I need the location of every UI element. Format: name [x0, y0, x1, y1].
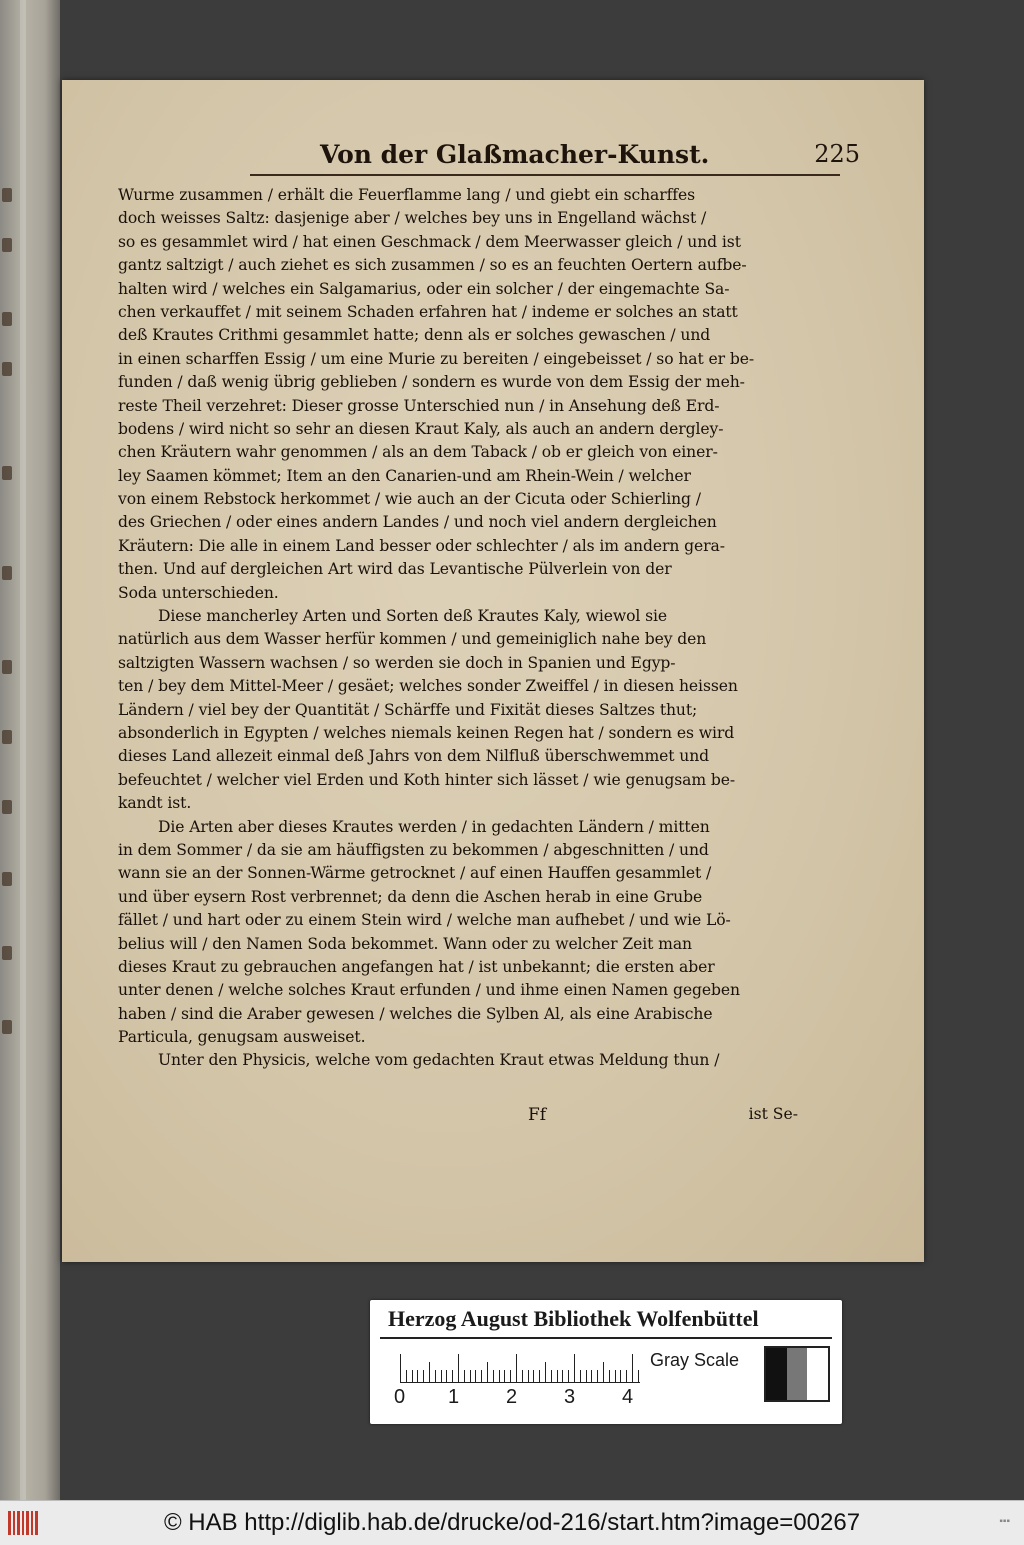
body-text	[118, 184, 798, 1073]
ruler-tick	[591, 1370, 592, 1382]
ruler-number: 1	[448, 1386, 460, 1408]
text-line: Wurme zusammen / erhält die Feuerflamme lang / und giebt ein scharffes	[118, 186, 695, 204]
ruler-tick	[580, 1370, 581, 1382]
card-rule	[380, 1337, 832, 1339]
text-line: kandt ist.	[118, 794, 192, 813]
gray-swatch-white	[807, 1348, 828, 1400]
text-line: Kräutern: Die alle in einem Land besser oder schlechter / als im andern gera-	[118, 536, 725, 555]
text-line: wann sie an der Sonnen-Wärme getrocknet / auf einen Hauffen gesammlet /	[118, 864, 712, 883]
paragraph-start-line: Diese mancherley Arten und Sorten deß Krautes Kaly, wiewol sie	[158, 607, 668, 626]
text-line: ten / bey dem Mittel-Meer / gesäet; welches sonder Zweiffel / in diesen heissen	[118, 677, 738, 696]
ruler-tick	[441, 1370, 442, 1382]
ruler-tick	[446, 1370, 447, 1382]
text-line: absonderlich in Egypten / welches niemals keinen Regen hat / sondern es wird	[118, 723, 735, 742]
text-line: Particula, genugsam ausweiset.	[118, 1028, 366, 1047]
text-line: unter denen / welche solches Kraut erfunden / und ihme einen Namen gegeben	[118, 981, 740, 1000]
ruler-tick	[533, 1370, 534, 1382]
ruler-tick	[458, 1354, 459, 1382]
text-line: befeuchtet / welcher viel Erden und Koth hinter sich lässet / wie genugsam be-	[118, 770, 736, 789]
ruler-tick	[499, 1370, 500, 1382]
ruler-tick	[423, 1370, 424, 1382]
bleed-mark	[2, 800, 12, 814]
bleed-mark	[2, 188, 12, 202]
text-line: dieses Land allezeit einmal deß Jahrs von dem Nilfluß überschwemmet und	[118, 747, 710, 766]
text-line: chen verkauffet / mit seinem Schaden erfahren hat / indeme er solches an statt	[118, 302, 738, 321]
ruler-tick	[510, 1370, 511, 1382]
text-line: belius will / den Namen Soda bekommet. Wann oder zu welcher Zeit man	[118, 934, 692, 953]
text-line: saltzigten Wassern wachsen / so werden sie doch in Spanien und Egyp-	[118, 653, 676, 672]
ruler-tick	[504, 1370, 505, 1382]
text-line: natürlich aus dem Wasser herfür kommen / und gemeiniglich nahe bey den	[118, 630, 707, 649]
ruler-tick	[493, 1370, 494, 1382]
ruler-tick	[429, 1362, 430, 1382]
paragraph-start-line: Die Arten aber dieses Krautes werden / in gedachten Ländern / mitten	[158, 817, 710, 836]
bleed-mark	[2, 312, 12, 326]
text-line: funden / daß wenig übrig geblieben / sondern es wurde von dem Essig der meh-	[118, 373, 745, 392]
text-line: chen Kräutern wahr genommen / als an dem Taback / ob er gleich von einer-	[118, 443, 718, 462]
copyright-notice: © HAB http://diglib.hab.de/drucke/od-216/start.htm?image=00267	[163, 1509, 861, 1536]
text-line: des Griechen / oder eines andern Landes / und noch viel andern dergleichen	[118, 513, 717, 532]
viewer-footer-bar	[0, 1500, 1024, 1545]
ruler-tick	[475, 1370, 476, 1382]
ruler-tick	[562, 1370, 563, 1382]
bleed-mark	[2, 730, 12, 744]
bleed-mark	[2, 946, 12, 960]
bleed-mark	[2, 872, 12, 886]
ruler-baseline	[400, 1382, 640, 1383]
ruler-tick	[522, 1370, 523, 1382]
running-title: Von der Glaßmacher-Kunst.	[320, 140, 710, 169]
head-rule	[250, 174, 840, 176]
ruler-tick	[586, 1370, 587, 1382]
text-line: und über eysern Rost verbrennet; da denn die Aschen herab in eine Grube	[118, 887, 703, 906]
ruler-tick	[516, 1354, 517, 1382]
gray-swatch-black	[766, 1348, 787, 1400]
ruler-number: 0	[394, 1386, 406, 1408]
catchword: ist Se-	[748, 1105, 798, 1123]
page-fold	[20, 0, 26, 1500]
text-line: bodens / wird nicht so sehr an diesen Kraut Kaly, als auch an andern dergley-	[118, 419, 724, 438]
ruler-tick	[528, 1370, 529, 1382]
text-line: so es gesammlet wird / hat einen Geschmack / dem Meerwasser gleich / und ist	[118, 232, 741, 251]
bleed-mark	[2, 466, 12, 480]
text-line: haben / sind die Araber gewesen / welches die Sylben Al, als eine Arabische	[118, 1004, 713, 1023]
text-line: ley Saamen kömmet; Item an den Canarien-und am Rhein-Wein / welcher	[118, 466, 691, 485]
ruler-tick	[603, 1362, 604, 1382]
running-head	[250, 138, 860, 178]
page-footer	[118, 1105, 798, 1131]
text-line: Ländern / viel bey der Quantität / Schärffe und Fixität dieses Saltzes thut;	[118, 700, 698, 719]
text-line: in einen scharffen Essig / um eine Murie zu bereiten / eingebeisset / so hat er be-	[118, 349, 755, 368]
ruler-tick	[406, 1370, 407, 1382]
ruler-tick	[632, 1354, 633, 1382]
text-line: doch weisses Saltz: dasjenige aber / welches bey uns in Engelland wächst /	[118, 209, 707, 228]
ruler-tick	[452, 1370, 453, 1382]
ruler-tick	[620, 1370, 621, 1382]
ruler-tick	[574, 1354, 575, 1382]
corner-icon: ▪▪▪	[999, 1516, 1010, 1527]
paragraph-start-line: Unter den Physicis, welche vom gedachten Kraut etwas Meldung thun /	[158, 1051, 720, 1070]
ruler-tick	[487, 1362, 488, 1382]
gray-swatch-mid	[787, 1348, 808, 1400]
text-line: halten wird / welches ein Salgamarius, oder ein solcher / der eingemachte Sa-	[118, 279, 730, 298]
ruler-tick	[545, 1362, 546, 1382]
ruler-tick	[412, 1370, 413, 1382]
ruler-tick	[481, 1370, 482, 1382]
library-card-title: Herzog August Bibliothek Wolfenbüttel	[388, 1306, 759, 1331]
ruler-tick	[638, 1370, 639, 1382]
text-line: gantz saltzigt / auch ziehet es sich zusammen / so es an feuchten Oertern aufbe-	[118, 256, 747, 275]
bleed-mark	[2, 566, 12, 580]
page-number: 225	[814, 140, 860, 168]
ruler-tick	[435, 1370, 436, 1382]
text-line: Soda unterschieden.	[118, 583, 279, 602]
text-line: reste Theil verzehret: Dieser grosse Unterschied nun / in Ansehung deß Erd-	[118, 396, 720, 415]
ruler-tick	[417, 1370, 418, 1382]
ruler-number: 2	[506, 1386, 518, 1408]
ruler-tick	[615, 1370, 616, 1382]
book-page	[62, 80, 924, 1262]
library-scale-card	[370, 1300, 842, 1424]
ruler-ticks	[400, 1352, 660, 1382]
ruler-tick	[568, 1370, 569, 1382]
text-line: dieses Kraut zu gebrauchen angefangen hat / ist unbekannt; die ersten aber	[118, 957, 715, 976]
ruler-number: 4	[622, 1386, 634, 1408]
bleed-mark	[2, 362, 12, 376]
ruler-tick	[557, 1370, 558, 1382]
ruler-number: 3	[564, 1386, 576, 1408]
ruler-tick	[551, 1370, 552, 1382]
text-line: fället / und hart oder zu einem Stein wird / welche man aufhebet / und wie Lö-	[118, 911, 731, 930]
bleed-mark	[2, 660, 12, 674]
text-line: in dem Sommer / da sie am häuffigsten zu bekommen / abgeschnitten / und	[118, 840, 709, 859]
gray-scale-patch	[764, 1346, 830, 1402]
ruler-tick	[464, 1370, 465, 1382]
ruler-tick	[400, 1354, 401, 1382]
text-line: then. Und auf dergleichen Art wird das Levantische Pülverlein von der	[118, 560, 672, 579]
gray-scale-label: Gray Scale	[650, 1350, 740, 1370]
ruler-tick	[609, 1370, 610, 1382]
signature-mark: Ff	[528, 1105, 547, 1125]
bleed-mark	[2, 1020, 12, 1034]
ruler-tick	[470, 1370, 471, 1382]
bleed-mark	[2, 238, 12, 252]
ruler-tick	[539, 1370, 540, 1382]
ruler-tick	[597, 1370, 598, 1382]
text-line: deß Krautes Crithmi gesammlet hatte; denn als er solches gewaschen / und	[118, 326, 711, 345]
text-line: von einem Rebstock herkommet / wie auch an der Cicuta oder Schierling /	[118, 490, 701, 509]
adjacent-page-edge	[0, 0, 60, 1500]
ruler-tick	[626, 1370, 627, 1382]
